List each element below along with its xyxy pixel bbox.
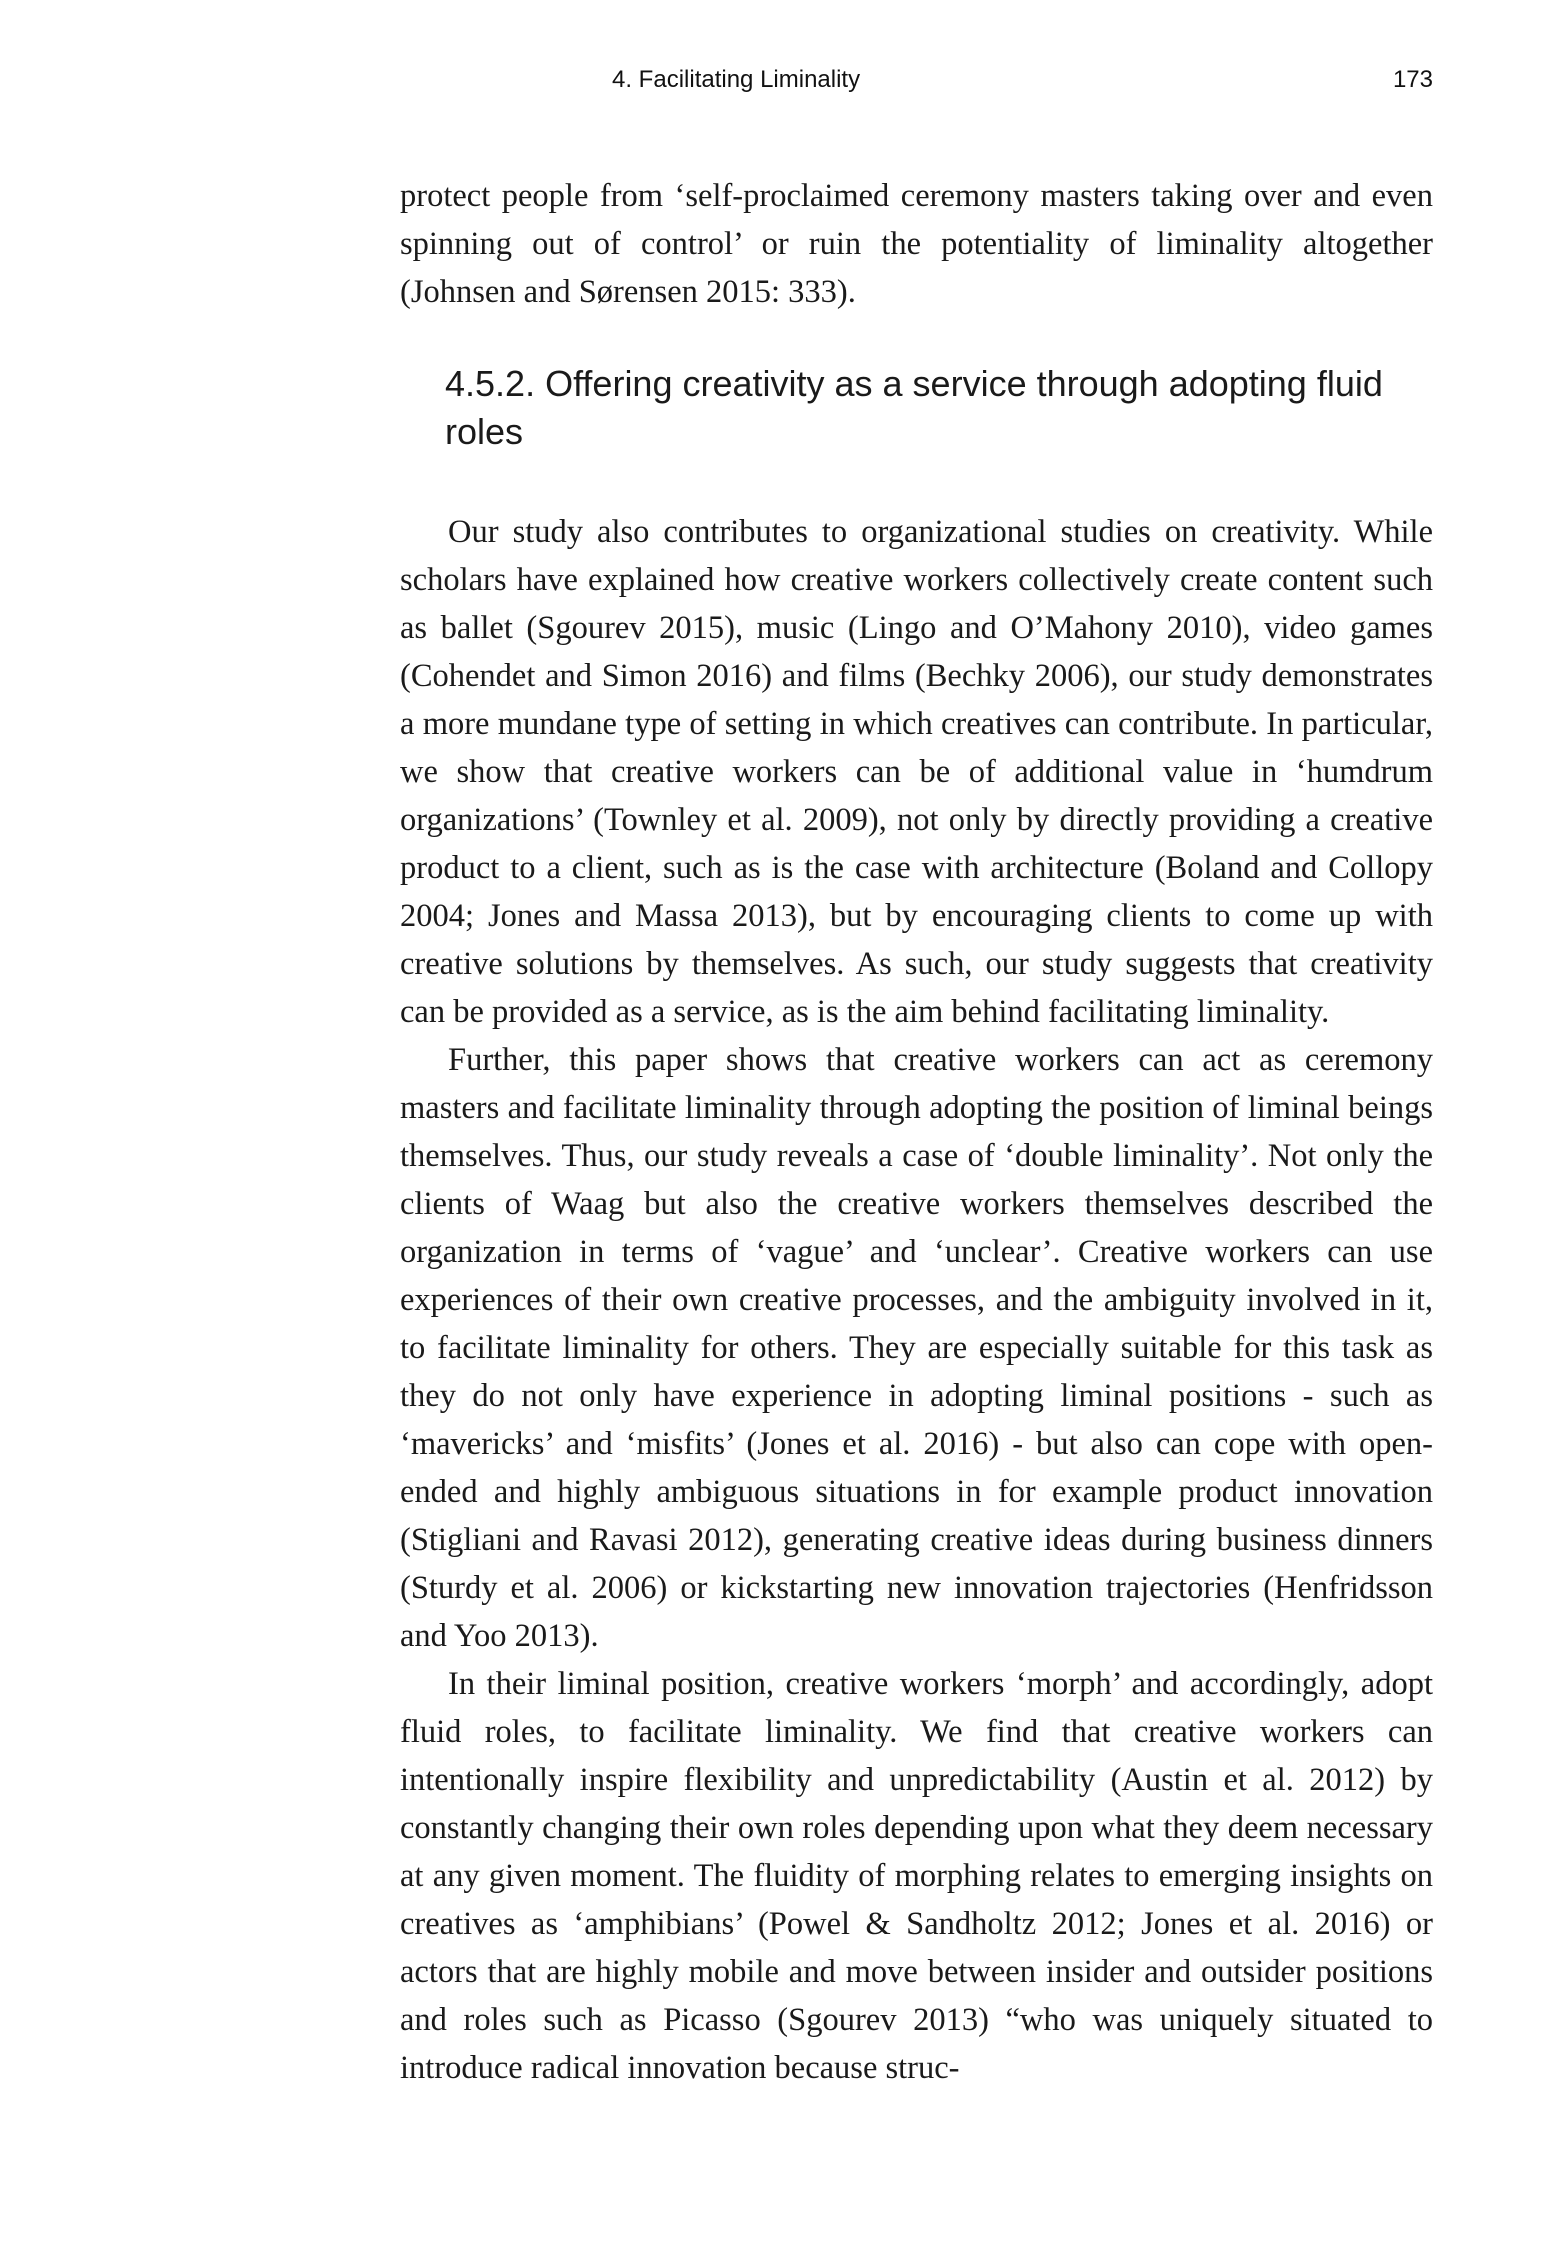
section-body [400, 508, 1433, 2092]
continued-paragraph-block [400, 172, 1433, 316]
continued-paragraph: protect people from ‘self-proclaimed ceremony masters taking over and even spinning out of control’ or ruin the potentiality of liminality altogether (Johnsen and Sørensen 2015: 333). [400, 178, 1433, 310]
paragraph-3: In their liminal position, creative workers ‘morph’ and accordingly, adopt fluid roles, to facilitate liminality. We find that creative workers can intentionally inspire flexibility and unpredictability (Austin et al. 2012) by constantly changing their own roles depending upon what they deem necessary at any given moment. The fluidity of morphing relates to emerging insights on creatives as ‘amphibians’ (Powel & Sandholtz 2012; Jones et al. 2016) or actors that are highly mobile and move between insider and outsider positions and roles such as Picasso (Sgourev 2013) “who was uniquely situated to introduce radical innovation because struc- [400, 1666, 1433, 2086]
paragraph-1: Our study also contributes to organizational studies on creativity. While scholars have explained how creative workers collectively create content such as ballet (Sgourev 2015), music (Lingo and O’Mahony 2010), video games (Cohendet and Simon 2016) and films (Bechky 2006), our study demonstrates a more mundane type of setting in which creatives can contribute. In particular, we show that creative workers can be of additional value in ‘humdrum organizations’ (Townley et al. 2009), not only by directly providing a creative product to a client, such as is the case with architecture (Boland and Collopy 2004; Jones and Massa 2013), but by encouraging clients to come up with creative solutions by themselves. As such, our study suggests that creativity can be provided as a service, as is the aim behind facilitating liminality. [400, 514, 1433, 1030]
chapter-title: 4. Facilitating Liminality [612, 66, 861, 93]
running-header [400, 66, 1433, 106]
page-number: 173 [1392, 66, 1433, 93]
section-heading: 4.5.2. Offering creativity as a service through adopting fluid roles [445, 363, 1383, 452]
paragraph-2: Further, this paper shows that creative workers can act as ceremony masters and facilitate liminality through adopting the position of liminal beings themselves. Thus, our study reveals a case of ‘double liminality’. Not only the clients of Waag but also the creative workers themselves described the organization in terms of ‘vague’ and ‘unclear’. Creative workers can use experiences of their own creative processes, and the ambiguity involved in it, to facilitate liminality for others. They are especially suitable for this task as they do not only have experience in adopting liminal positions - such as ‘mavericks’ and ‘misfits’ (Jones et al. 2016) - but also can cope with open-ended and highly ambiguous situations in for example product innovation (Stigliani and Ravasi 2012), generating creative ideas during business dinners (Sturdy et al. 2006) or kickstarting new innovation trajectories (Henfridsson and Yoo 2013). [400, 1042, 1433, 1654]
